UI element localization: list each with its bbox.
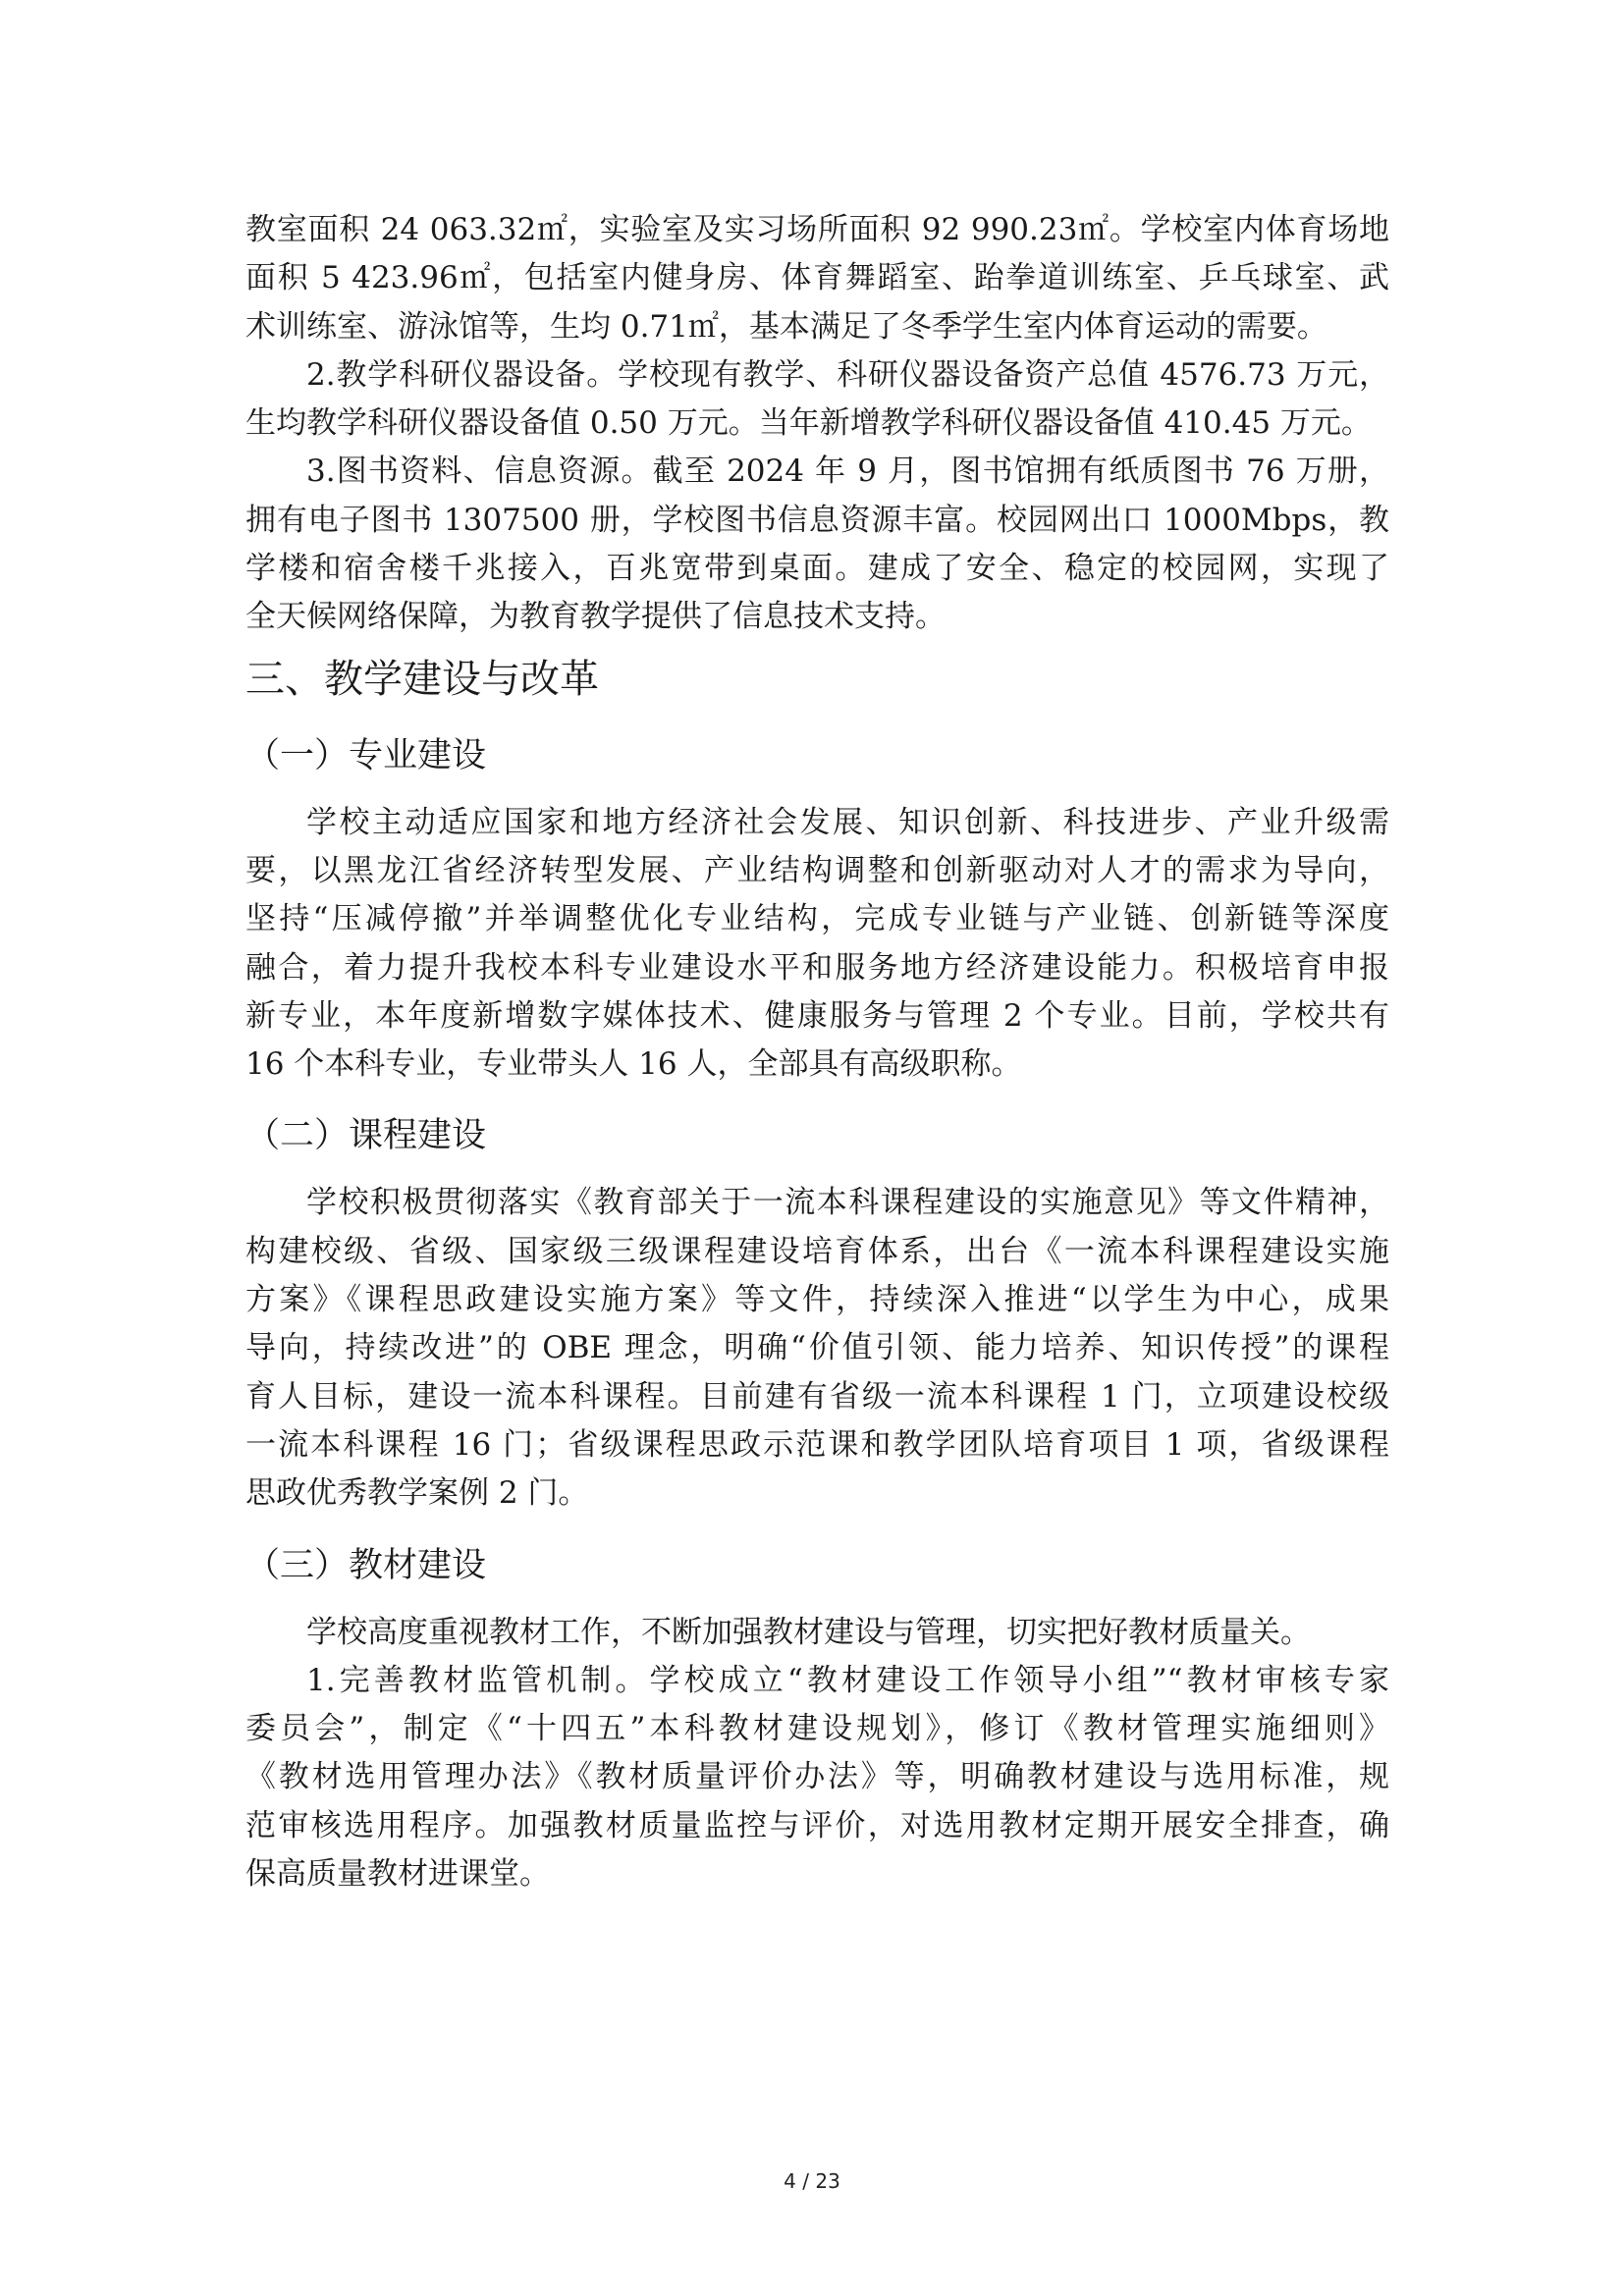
paragraph-library (245, 448, 1389, 641)
subsection-heading: （一）专业建设 (245, 735, 487, 775)
text-line: 保高质量教材进课堂。 (245, 1856, 550, 1893)
text-line: 面积 5 423.96㎡，包括室内健身房、体育舞蹈室、跆拳道训练室、乒乓球室、武 (245, 260, 1389, 296)
text-line: 学校积极贯彻落实《教育部关于一流本科课程建设的实施意见》等文件精神， (306, 1185, 1389, 1221)
text-line: 构建校级、省级、国家级三级课程建设培育体系，出台《一流本科课程建设实施 (245, 1233, 1389, 1269)
text-line: 思政优秀教学案例 2 门。 (245, 1475, 589, 1512)
page-number: 4 / 23 (784, 2169, 840, 2193)
text-line: 坚持“压减停撤”并举调整优化专业结构，完成专业链与产业链、创新链等深度 (245, 901, 1389, 937)
text-line: 教室面积 24 063.32㎡，实验室及实习场所面积 92 990.23㎡。学校室内体育场地 (245, 212, 1389, 247)
text-line: 学楼和宿舍楼千兆接入，百兆宽带到桌面。建成了安全、稳定的校园网，实现了 (245, 551, 1389, 587)
text-line: 3.图书资料、信息资源。截至 2024 年 9 月，图书馆拥有纸质图书 76 万册， (306, 454, 1389, 490)
text-line: 生均教学科研仪器设备值 0.50 万元。当年新增教学科研仪器设备值 410.45 万元。 (245, 405, 1372, 442)
subsection-heading: （三）教材建设 (245, 1545, 487, 1585)
paragraph-equipment (245, 351, 1389, 449)
text-line: 16 个本科专业，专业带头人 16 人，全部具有高级职称。 (245, 1046, 1022, 1083)
text-line: 术训练室、游泳馆等，生均 0.71㎡，基本满足了冬季学生室内体育运动的需要。 (245, 308, 1327, 345)
text-line: 融合，着力提升我校本科专业建设水平和服务地方经济建设能力。积极培育申报 (245, 949, 1389, 986)
text-line: 1.完善教材监管机制。学校成立“教材建设工作领导小组”“教材审核专家 (306, 1662, 1389, 1698)
paragraph-major-construction (245, 799, 1389, 1090)
text-line: 方案》《课程思政建设实施方案》等文件，持续深入推进“以学生为中心，成果 (245, 1282, 1389, 1318)
paragraph-facilities-continued (245, 206, 1389, 351)
page-content (245, 206, 1389, 1898)
paragraph-textbook-supervision (245, 1657, 1389, 1898)
text-line: 学校高度重视教材工作，不断加强教材建设与管理，切实把好教材质量关。 (306, 1614, 1311, 1650)
paragraph-course-construction (245, 1179, 1389, 1518)
text-line: 一流本科课程 16 门；省级课程思政示范课和教学团队培育项目 1 项，省级课程 (245, 1426, 1389, 1463)
paragraph-textbook-intro (245, 1609, 1389, 1657)
text-line: 2.教学科研仪器设备。学校现有教学、科研仪器设备资产总值 4576.73 万元， (306, 356, 1389, 393)
subsection-heading: （二）课程建设 (245, 1116, 487, 1156)
text-line: 新专业，本年度新增数字媒体技术、健康服务与管理 2 个专业。目前，学校共有 (245, 997, 1389, 1034)
text-line: 全天候网络保障，为教育教学提供了信息技术支持。 (245, 599, 946, 635)
section-heading: 三、教学建设与改革 (245, 656, 599, 702)
text-line: 拥有电子图书 1307500 册，学校图书信息资源丰富。校园网出口 1000Mbps，教 (245, 502, 1389, 538)
text-line: 《教材选用管理办法》《教材质量评价办法》等，明确教材建设与选用标准，规 (245, 1759, 1389, 1795)
text-line: 要，以黑龙江省经济转型发展、产业结构调整和创新驱动对人才的需求为导向， (245, 852, 1389, 888)
text-line: 育人目标，建设一流本科课程。目前建有省级一流本科课程 1 门，立项建设校级 (245, 1378, 1389, 1415)
text-line: 委员会”，制定《“十四五”本科教材建设规划》，修订《教材管理实施细则》 (245, 1711, 1389, 1747)
text-line: 导向，持续改进”的 OBE 理念，明确“价值引领、能力培养、知识传授”的课程 (245, 1330, 1389, 1366)
text-line: 学校主动适应国家和地方经济社会发展、知识创新、科技进步、产业升级需 (306, 804, 1389, 840)
text-line: 范审核选用程序。加强教材质量监控与评价，对选用教材定期开展安全排查，确 (245, 1807, 1389, 1843)
